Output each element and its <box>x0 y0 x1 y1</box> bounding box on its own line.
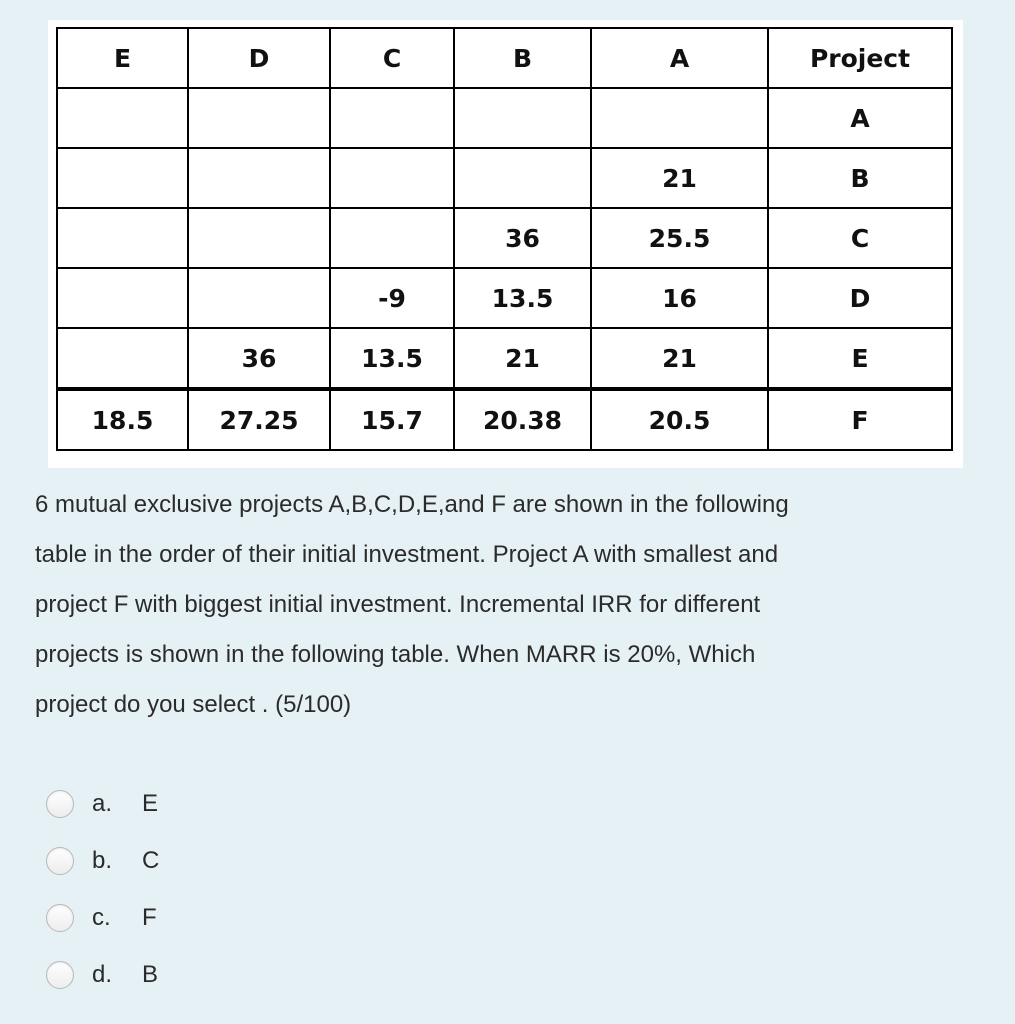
table-cell <box>188 208 330 268</box>
question-line: table in the order of their initial investment. Project A with smallest and <box>35 541 779 568</box>
incremental-irr-table <box>56 27 953 451</box>
radio-button-b[interactable] <box>46 847 74 875</box>
column-header-c: C <box>330 28 454 88</box>
table-row <box>57 389 952 450</box>
table-row <box>57 208 952 268</box>
radio-button-d[interactable] <box>46 961 74 989</box>
table-cell: 21 <box>591 328 768 389</box>
table-cell: 20.5 <box>591 389 768 450</box>
radio-button-c[interactable] <box>46 904 74 932</box>
column-header-d: D <box>188 28 330 88</box>
column-header-e: E <box>57 28 188 88</box>
option-text: E <box>142 789 159 817</box>
table-cell <box>454 88 591 148</box>
table-cell: 18.5 <box>57 389 188 450</box>
table-cell: 16 <box>591 268 768 328</box>
question-text <box>35 480 975 730</box>
project-label-cell: D <box>768 268 952 328</box>
table-cell: 20.38 <box>454 389 591 450</box>
option-text: B <box>142 960 159 988</box>
table-cell <box>330 88 454 148</box>
table-cell <box>591 88 768 148</box>
table-cell: 36 <box>188 328 330 389</box>
column-header-b: B <box>454 28 591 88</box>
table-cell: 25.5 <box>591 208 768 268</box>
table-row <box>57 148 952 208</box>
table-row <box>57 268 952 328</box>
table-cell <box>57 88 188 148</box>
table-header-row <box>57 28 952 88</box>
table-cell: 21 <box>591 148 768 208</box>
table-cell <box>330 208 454 268</box>
answer-option-a[interactable] <box>46 775 159 832</box>
table-cell <box>188 268 330 328</box>
answer-option-d[interactable] <box>46 946 159 1003</box>
project-label-cell: C <box>768 208 952 268</box>
table-cell <box>330 148 454 208</box>
column-header-project: Project <box>768 28 952 88</box>
radio-button-a[interactable] <box>46 790 74 818</box>
table-cell <box>57 208 188 268</box>
table-figure <box>48 20 963 468</box>
option-letter: d. <box>92 960 113 988</box>
option-text: F <box>142 903 157 931</box>
option-text: C <box>142 846 160 874</box>
project-label-cell: B <box>768 148 952 208</box>
option-letter: c. <box>92 903 111 931</box>
table-cell: 15.7 <box>330 389 454 450</box>
table-cell <box>57 268 188 328</box>
table-cell <box>188 148 330 208</box>
column-header-a: A <box>591 28 768 88</box>
table-cell: 27.25 <box>188 389 330 450</box>
project-label-cell: E <box>768 328 952 389</box>
project-label-cell: A <box>768 88 952 148</box>
option-letter: a. <box>92 789 113 817</box>
table-row <box>57 328 952 389</box>
table-cell: 13.5 <box>454 268 591 328</box>
table-cell: -9 <box>330 268 454 328</box>
question-line: projects is shown in the following table. When MARR is 20%, Which <box>35 641 756 668</box>
option-letter: b. <box>92 846 113 874</box>
table-cell <box>57 148 188 208</box>
project-label-cell: F <box>768 389 952 450</box>
answer-option-c[interactable] <box>46 889 159 946</box>
table-cell: 13.5 <box>330 328 454 389</box>
table-cell <box>57 328 188 389</box>
question-line: project do you select . (5/100) <box>35 691 352 718</box>
answer-option-b[interactable] <box>46 832 159 889</box>
table-cell <box>454 148 591 208</box>
answer-options <box>46 775 159 1003</box>
question-line: 6 mutual exclusive projects A,B,C,D,E,and F are shown in the following <box>35 491 789 518</box>
question-line: project F with biggest initial investment. Incremental IRR for different <box>35 591 761 618</box>
table-cell <box>188 88 330 148</box>
table-row <box>57 88 952 148</box>
table-cell: 36 <box>454 208 591 268</box>
table-cell: 21 <box>454 328 591 389</box>
